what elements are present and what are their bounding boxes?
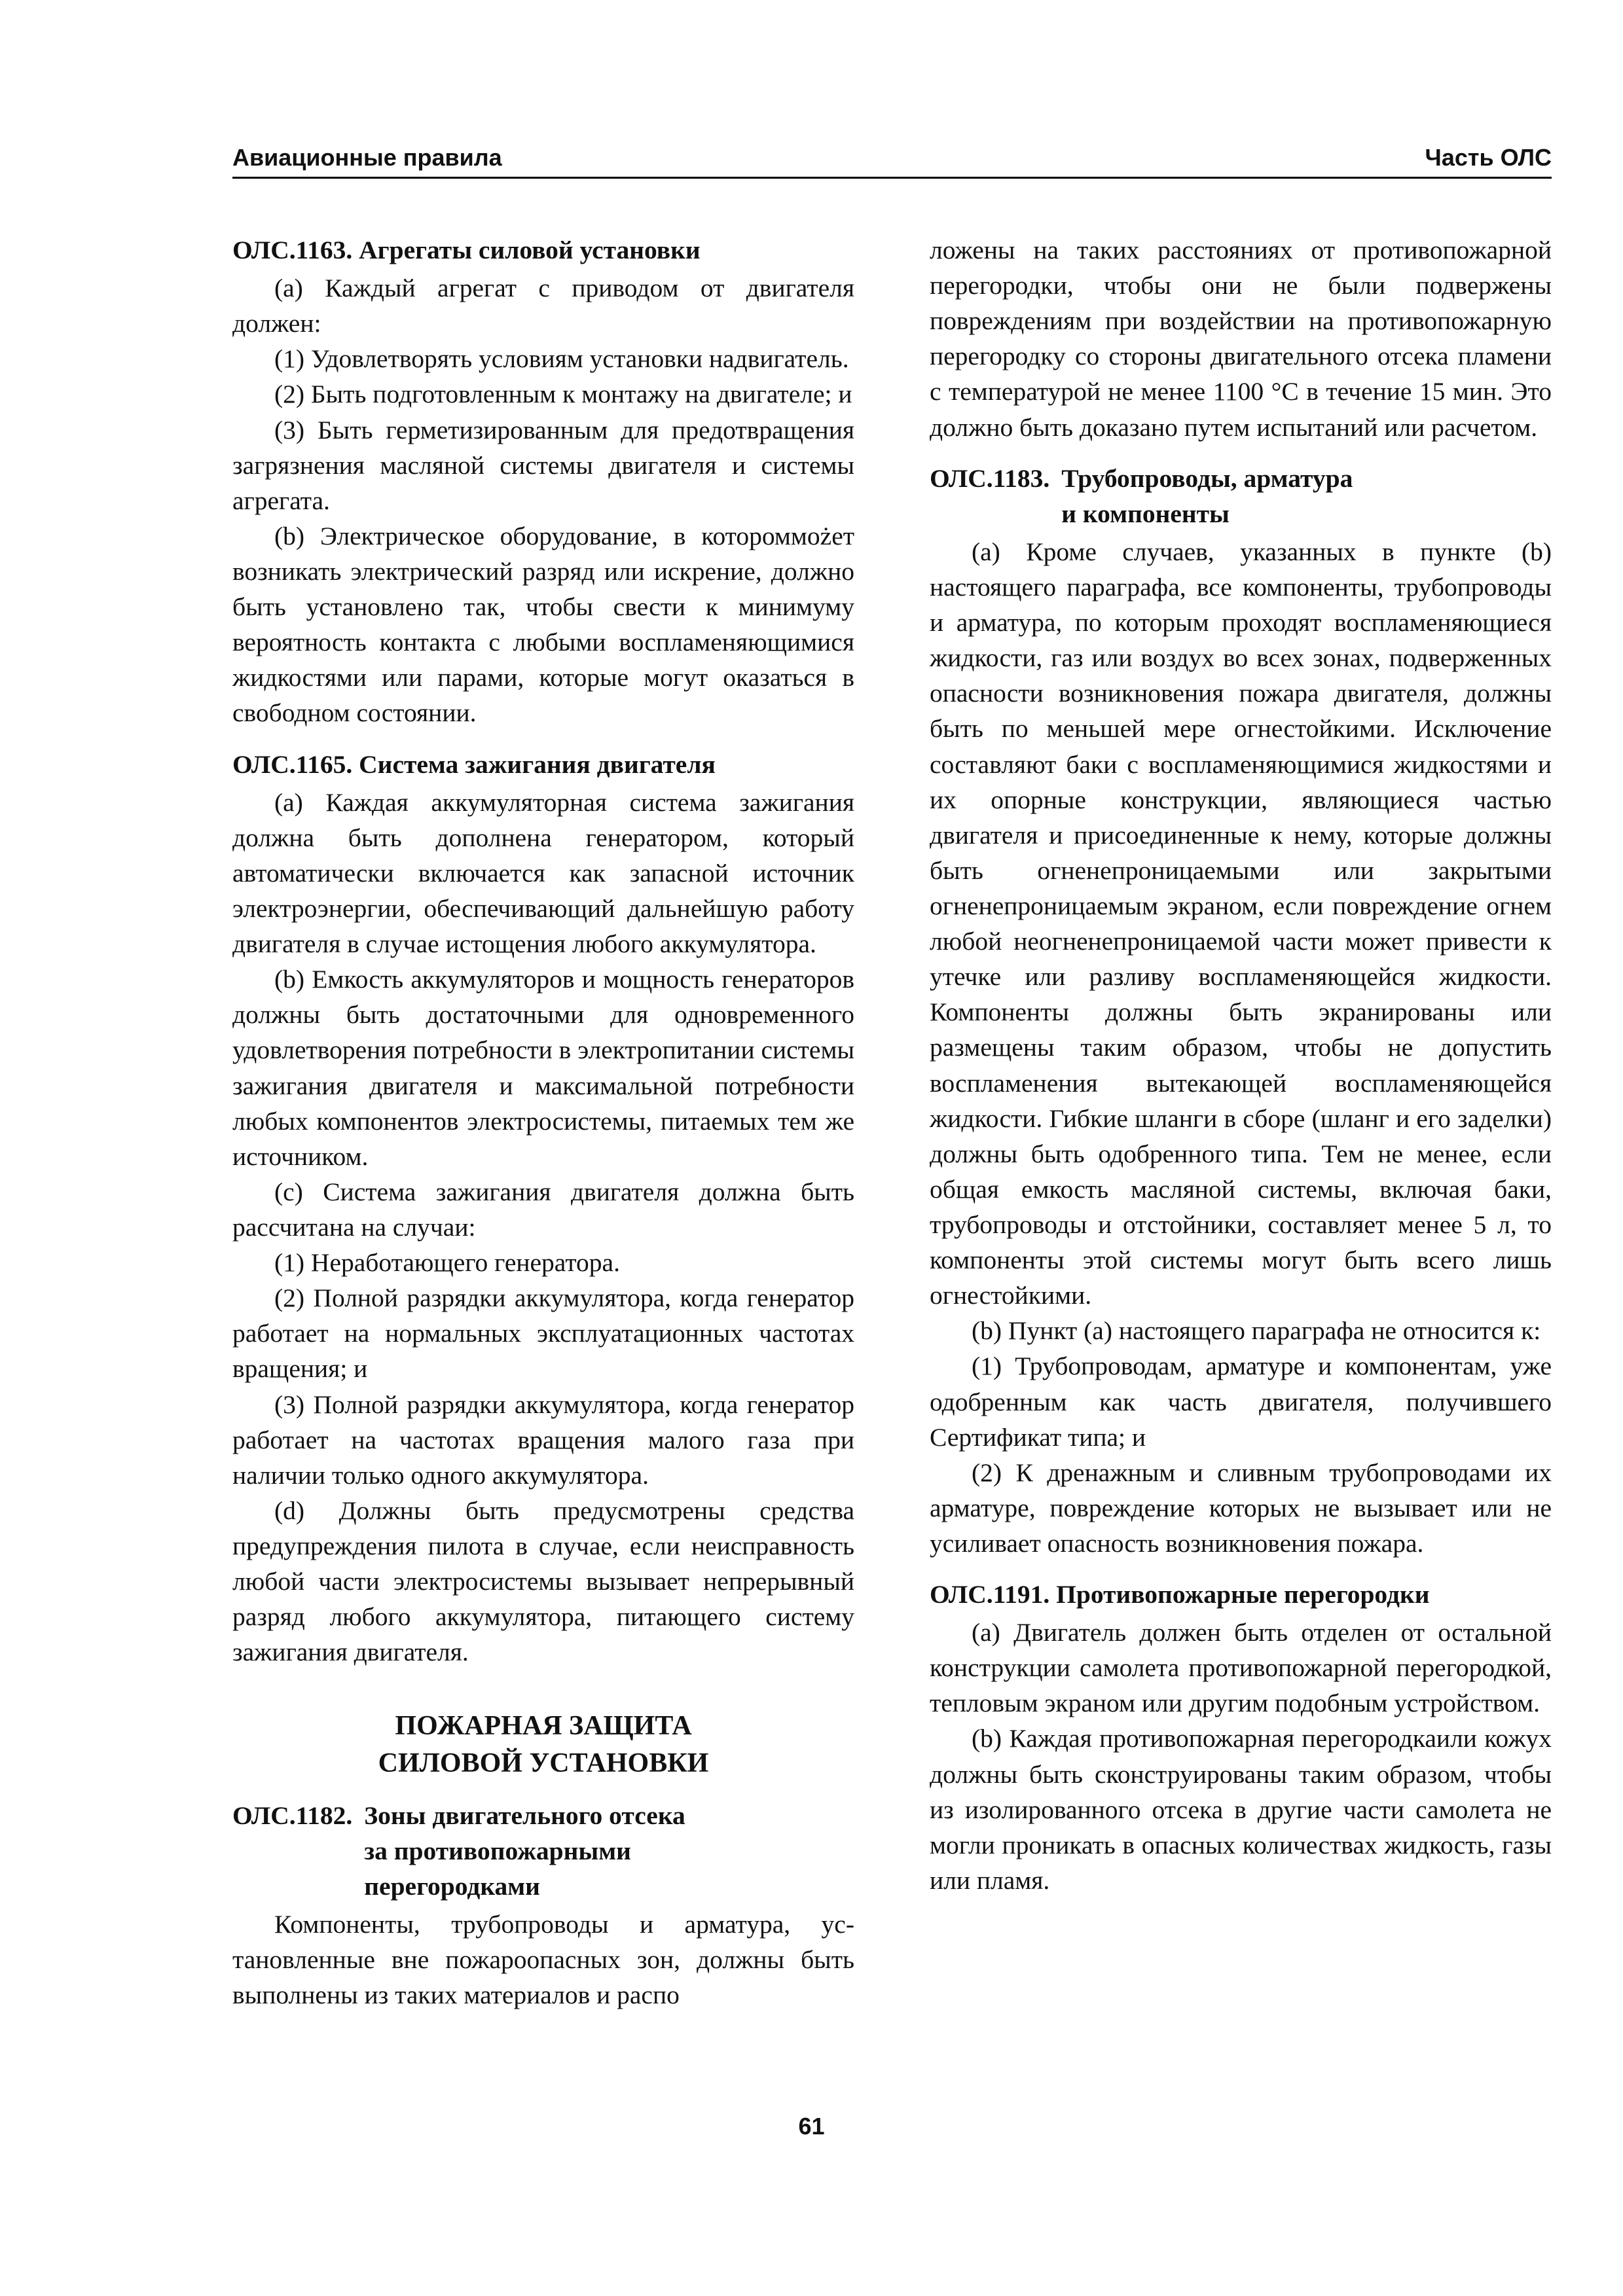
- page-number: 61: [798, 2113, 825, 2140]
- page-header: [232, 137, 1552, 179]
- section-1182-title-line-2: за противопожарными: [364, 1836, 631, 1865]
- left-column: [232, 232, 854, 2013]
- paragraph-1163-a1: (1) Удовлетворять условиям установки надвигатель.: [274, 344, 849, 374]
- paragraph-1163-b: (b) Электрическое оборудование, в котороммożет возникать электрический разряд или искрение, должно быть установлено так, чтобы свести к минимуму вероятность контакта с любыми воспламеняющимися жидкостями или парами, которые могут оказаться в свободном состоянии.: [232, 521, 854, 728]
- section-1191-heading: ОЛС.1191. Противопожарные перегородки: [930, 1580, 1430, 1609]
- section-1182-title: [364, 1798, 854, 1904]
- section-1182-title-line-1: Зоны двигательного отсека: [364, 1801, 685, 1830]
- paragraph-1183-b2: (2) К дренажным и сливным трубопроводами их арматуре, повреждение которых не вызывает или не усиливает опасность возникновения пожара.: [930, 1458, 1552, 1558]
- paragraph-1163-a3: (3) Быть герметизированным для предотвращения загрязнения масляной системы двигателя и системы агрегата.: [232, 415, 854, 515]
- paragraph-1183-b: (b) Пункт (a) настоящего параграфа не относится к:: [972, 1316, 1541, 1346]
- paragraph-1183-a: (a) Кроме случаев, указанных в пункте (b) настоящего параграфа, все компоненты, трубопроводы и арматура, по которым проходят воспламеняющиеся жидкости, газ или воздух во всех зонах, подверженных опасности возникновения пожара двигателя, должны быть по меньшей мере огнестойкими. Исключение составляют баки с воспламеняющимися жидкостями и их опорные конструкции, являющиеся частью двигателя и присоединенные к нему, которые должны быть огненепроницаемыми или закрытыми огненепроницаемым экраном, если повреждение огнем любой неогненепроницаемой части может привести к утечке или разливу воспламеняющейся жидкости. Компоненты должны быть экранированы или размещены таким образом, чтобы не допустить воспламенения вытекающей воспламеняющейся жидкости. Гибкие шланги в сборе (шланг и его заделки) должны быть одобренного типа. Тем не менее, если общая емкость масляной системы, включая баки, трубопроводы и отстойники, составляет менее 5 л, то компоненты этой системы могут быть всего лишь огнестойкими.: [930, 537, 1552, 1310]
- header-title-left: Авиационные правила: [232, 144, 502, 171]
- paragraph-1165-a: (a) Каждая аккумуляторная система зажигания должна быть дополнена генератором, который автоматически включается как запасной источник электроэнергии, обеспечивающий дальнейшую работу двигателя в случае истощения любого аккумулятора.: [232, 787, 854, 959]
- chapter-heading-line-1: ПОЖАРНАЯ ЗАЩИТА: [395, 1711, 692, 1742]
- section-1182-title-line-3: перегородками: [364, 1871, 540, 1901]
- paragraph-1182-continued: ложены на таких расстояниях от противопожарной перегородки, чтобы они не были подвержены повреждениям при воздействии на противопожарную перегородку со стороны двигательного отсека пламени с температурой не менее 1100 °С в течение 15 мин. Это должно быть доказано путем испытаний или расчетом.: [930, 236, 1552, 442]
- section-1183-title: [1061, 461, 1552, 531]
- paragraph-1163-a2: (2) Быть подготовленным к монтажу на двигателе; и: [274, 380, 852, 409]
- paragraph-1165-d: (d) Должны быть предусмотрены средства предупреждения пилота в случае, если неисправность любой части электросистемы вызывает непрерывный разряд любого аккумулятора, питающего систему зажигания двигателя.: [232, 1496, 854, 1667]
- paragraph-1165-c3: (3) Полной разрядки аккумулятора, когда генератор работает на частотах вращения малого газа при наличии только одного аккумулятора.: [232, 1390, 854, 1490]
- section-1183-code: ОЛС.1183.: [930, 463, 1050, 493]
- paragraph-1165-c: (c) Система зажигания двигателя должна быть рассчитана на случаи:: [232, 1177, 854, 1242]
- paragraph-1165-c1: (1) Неработающего генератора.: [274, 1248, 620, 1278]
- paragraph-1165-b: (b) Емкость аккумуляторов и мощность генераторов должны быть достаточными для одновременного удовлетворения потребности в электропитании системы зажигания двигателя и максимальной потребности любых компонентов электросистемы, питаемых тем же источником.: [232, 965, 854, 1171]
- chapter-heading-line-2: СИЛОВОЙ УСТАНОВКИ: [378, 1748, 709, 1779]
- paragraph-1183-b1: (1) Трубопроводам, арматуре и компонентам, уже одобренным как часть двигателя, получившего Сертификат типа; и: [930, 1352, 1552, 1452]
- chapter-heading: [232, 1708, 854, 1782]
- right-column: [930, 232, 1552, 1898]
- section-1183-heading: [930, 461, 1552, 531]
- section-1182-code: ОЛС.1182.: [232, 1801, 353, 1830]
- section-1183-title-line-2: и компоненты: [1061, 499, 1230, 528]
- paragraph-1182: Компоненты, трубопроводы и арматура, установленные вне пожароопасных зон, должны быть выполнены из таких материалов и распо: [232, 1910, 854, 2010]
- paragraph-1191-a: (a) Двигатель должен быть отделен от остальной конструкции самолета противопожарной перегородкой, тепловым экраном или другим подобным устройством.: [930, 1618, 1552, 1718]
- paragraph-1191-b: (b) Каждая противопожарная перегородкаили кожух должны быть сконструированы таким образом, чтобы из изолированного отсека в другие части самолета не могли проникать в опасных количествах жидкость, газы или пламя.: [930, 1724, 1552, 1895]
- section-1182-heading: [232, 1798, 854, 1904]
- header-title-right: Часть ОЛС: [1425, 144, 1552, 171]
- paragraph-1163-a: (a) Каждый агрегат с приводом от двигателя должен:: [232, 274, 854, 338]
- section-1183-title-line-1: Трубопроводы, арматура: [1061, 463, 1353, 493]
- paragraph-1165-c2: (2) Полной разрядки аккумулятора, когда генератор работает на нормальных эксплуатационных частотах вращения; и: [232, 1283, 854, 1384]
- section-1165-heading: ОЛС.1165. Система зажигания двигателя: [232, 749, 716, 779]
- section-1163-heading: ОЛС.1163. Агрегаты силовой установки: [232, 236, 701, 264]
